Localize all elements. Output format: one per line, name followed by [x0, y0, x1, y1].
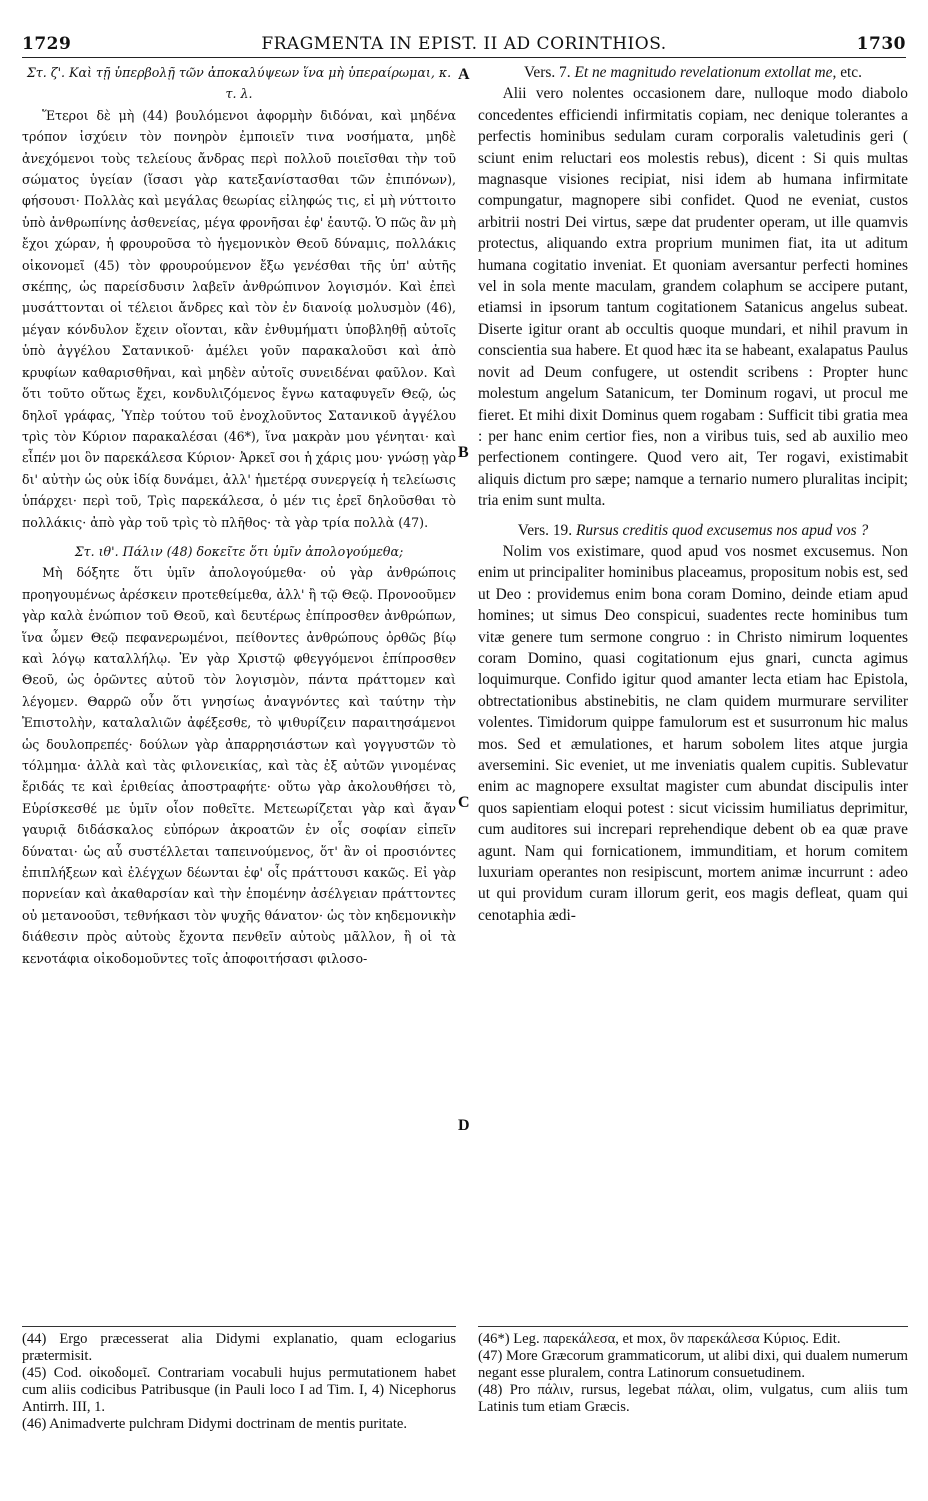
margin-marker-b: B [458, 444, 469, 461]
footnotes-left [22, 1331, 456, 1499]
latin-verse-text-1: Et ne magnitudo revelationum extollat me, [574, 64, 837, 81]
latin-paragraph-1: Alii vero nolentes occasionem dare, nulloque modo diabolo concedentes efficiendi infirmitatis copiam, nec denique tolerantes a perfectis hominibus sedulam curam corporalis valetudinis geri ( sciunt enim reluctari eos molestis rebus), dicent : Si quis multas magnasque visiones recipiat, nisi idem ab humana infirmitate compungatur, magnopere sibi confidet. Quod ne eveniat, custos arbitrii nostri Dei virtus, sæpe dat prudenter operam, ut ille quamvis protectus, aliquando extra proprium munimen fiat, ita ut aditum humana cogitatio inveniat. Et quoniam aversantur perfecti homines vel in sola mente maculam, grandem colaphum se accipere putant, etiamsi in ipsorum tantum cogitationem Satanicus angelus subeat. Diserte igitur orant ab occultis quoque mundari, et nihil pravum in conscientia sua habere. Et quod hæc ita se habeant, exalapatus Paulus novit ad Deum confugere, ut ostendit scribens : Propter hunc molestum angelum Satanicum, ter Dominum rogavi, ut procul me fieret. Et mihi dixit Dominus quem rogabam : Sufficit tibi gratia mea : per hanc enim certior fies, non a viribus tuis, sed ab auxilio meo perfectionem contingere. Quod vero ait, Ter rogavi, existimabit aliquis dictum pro sæpe; namque a ternario numero pluralitas incipit; tria enim sunt multa. [478, 85, 908, 510]
greek-column [22, 62, 456, 1324]
page-number-left: 1729 [22, 34, 72, 54]
footnotes-right [478, 1331, 908, 1499]
greek-verse-heading-1: Στ. ζ'. Καὶ τῇ ὑπερβολῇ τῶν ἀποκαλύψεων ἵνα μὴ ὑπεραίρωμαι, κ. τ. λ. [26, 65, 452, 102]
latin-verse-tag-2: Vers. 19. [517, 521, 573, 539]
latin-verse-heading-1 [478, 62, 908, 83]
page-header [22, 30, 906, 56]
latin-verse-text-2: Rursus creditis quod excusemus nos apud vos ? [575, 521, 869, 539]
latin-verse-tail-1: etc. [840, 64, 862, 81]
footnote-45: (45) Cod. οἰκοδομεῖ. Contrariam vocabuli hujus permutationem habet cum aliis codicibus Patribusque (in Pauli loco I ad Tim. I, 4) Nicephorus Antirrh. III, 1. [22, 1365, 456, 1415]
footnote-rule-right [478, 1326, 908, 1327]
page-number-right: 1730 [856, 34, 906, 54]
footnote-44: (44) Ergo præcesserat alia Didymi explanatio, quam eclogarius prætermisit. [22, 1331, 456, 1364]
greek-paragraph-2: Μὴ δόξητε ὅτι ὑμῖν ἀπολογούμεθα· οὐ γὰρ ἀνθρώποις προηγουμένως ἀρέσκειν προτεθείμεθα, ἀλλ' ἢ τῷ Θεῷ. Προνοοῦμεν γὰρ καλὰ ἐνώπιον τοῦ Θεοῦ, καὶ δευτέρως ἐπίπροσθεν ἀνθρώπων, ἵνα ὦμεν Θεῷ πεφανερωμένοι, πείθοντες ἀνθρώπους ὀρθῶς βίῳ καὶ λόγῳ καταλλήλῳ. Ἐν γὰρ Χριστῷ φθεγγόμενοι ἐπίπροσθεν Θεοῦ, ὡς ὁρῶντες αὐτοῦ τὸν λογισμὸν, πάντα πράττομεν καὶ λέγομεν. Θαρρῶ οὖν ὅτι γνησίως ἀναγνόντες καὶ ταύτην τὴν Ἐπιστολὴν, καταλαλιῶν ἀφέξεσθε, τὸ ψιθυρίζειν παραιτησάμενοι ὡς δουλοπρεπές· δούλων γὰρ ἀπαρρησιάστων καὶ γογγυστῶν τὸ τόλμημα· ἀλλὰ καὶ τὰς φιλονεικίας, καὶ τὰς ἐξ αὐτῶν γινομένας ἔριδάς τε καὶ ἐριθείας ἀποστραφήτε· οὕτω γὰρ ἀκολουθήσει τὸ, Εὑρίσκεσθέ με ὑμῖν οἷον ποθεῖτε. Μετεωρίζεται γὰρ καὶ ἄγαν γαυριᾷ διδάσκαλος εὐπόρων ἀκροατῶν ἐν οἷς σοφίαν εἰπεῖν δύναται· ὡς αὖ συστέλλεται ταπεινούμενος, ὅτ' ἂν οἱ προσιόντες ἐπιπλήξεων καὶ ἐλέγχων δέωνται ἐφ' οἷς πράττουσι κακῶς. Εἰ γὰρ πορνείαν καὶ ἀκαθαρσίαν καὶ τὴν ἑπομένην ἀσέλγειαν πράττοντες οὐ μετανοοῦσι, τεθνήκασι τὸν ψυχῆς θάνατον· ὡς τὸν κηδεμονικὴν διάθεσιν πρὸς αὐτοὺς ἔχοντα πενθεῖν αὐτοὺς μᾶλλον, ἢ οἱ τὰ κενοτάφια οἰκοδομοῦντες τοῖς ἀποφοιτήσασι φιλοσο- [22, 565, 456, 966]
latin-paragraph-2: Nolim vos existimare, quod apud vos nosmet excusemus. Non enim ut principaliter hominibus placeamus, propositum nobis est, sed ut Deo : providemus enim bona coram Domino, deinde etiam apud homines; ut simus Deo conspicui, suadentes recte hominibus tum vitæ genere tum sermone congruo : in Christo nimirum loquentes coram Domino, quasi cogitationum ejus gnari, cuncta agimus loquimurque. Confido igitur quod amanter lecta etiam hac Epistola, obtrectationibus abstinebitis, ne clam quidem murmurare serviliter volentes. Timidorum quippe famulorum est et susurronum hic malus mos. Sed et æmulationes, et harum sobolem lites atque jurgia aversemini. Sic eveniet, ut me inveniatis qualem cupitis. Sublevatur enim ac magnopere exsultat magister cum abundat discipulis inter quos sapientiam eloqui potest : sicut vicissim humiliatus deprimitur, cum auditores sui increpari reprehendique debent ob ea quæ prave agunt. Nam qui fornicationem, immunditiam, et horum comitem luxuriam operantes non resipiscunt, mortem animæ incurrunt : adeo ut qui providum curam illorum gerit, eos magis defleat, quam qui cenotaphia ædi- [478, 542, 908, 924]
footnote-46-star: (46*) Leg. παρεκάλεσα, et mox, ὃν παρεκάλεσα Κύριος. Edit. [478, 1331, 841, 1347]
footnote-48: (48) Pro πάλιν, rursus, legebat πάλαι, olim, vulgatus, cum aliis tum Latinis tum etiam Græcis. [478, 1382, 908, 1415]
running-title: FRAGMENTA IN EPIST. II AD CORINTHIOS. [261, 34, 667, 54]
margin-marker-d: D [458, 1117, 470, 1134]
latin-verse-tag-1: Vers. 7. [524, 64, 571, 81]
latin-column [478, 62, 908, 1324]
header-rule [22, 57, 906, 58]
greek-verse-heading-2: Στ. ιθ'. Πάλιν (48) δοκεῖτε ὅτι ὑμῖν ἀπολογούμεθα; [74, 543, 404, 559]
margin-marker-a: A [458, 66, 470, 83]
footnote-rule-left [22, 1326, 456, 1327]
greek-paragraph-1: Ἕτεροι δὲ μὴ (44) βουλόμενοι ἀφορμὴν διδόναι, καὶ μηδένα τρόπον ἰσχύειν τὸν πονηρὸν ἐμποιεῖν τινα νοσήματα, μηδὲ ἀνεχόμενοι τοὺς τελείους ἄνδρας περὶ πολλοῦ ποιεῖσθαι τὴν τοῦ σώματος ὑγείαν (ἴσασι γὰρ κατεξανίστασθαι τῶν ἐπιπόνων), φήσουσι· Πολλὰς καὶ μεγάλας θεωρίας εἰληφώς τις, εἰ μὴ νύττοιτο ὑπὸ ἀνθρωπίνης ἀσθενείας, μέγα φρονῆσαι ἐφ' ἑαυτῷ. Ὁ πῶς ἂν μὴ ἔχοι χώραν, ἡ φρουροῦσα τὸ ἡγεμονικὸν Θεοῦ δύναμις, πολλάκις οἰκονομεῖ (45) τὸν φρουρούμενον ἔξω γενέσθαι τῆς ὑπ' αὐτῆς σκέπης, ὡς παρείσδυσιν λαβεῖν ἀνθρώπινον λογισμόν. Καὶ ἐπεὶ μυσάττονται οἱ τέλειοι ἄνδρες καὶ τὸν ἐν διανοίᾳ μολυσμὸν (46), μέγαν κόνδυλον ἔχειν οἴονται, κἂν ἐνθυμήματι ὑποβληθῇ αὐτοῖς ὑπὸ ἀγγέλου Σατανικοῦ· ἀμέλει γοῦν παρακαλοῦσι καὶ ἀπὸ κρυφίων καθαρισθῆναι, καὶ μηδὲν αὐτοῖς συνειδέναι φαῦλον. Καὶ ὅτι τοῦτο οὕτως ἔχει, κονδυλιζόμενος ἔγνω καταφυγεῖν Θεῷ, ὡς δηλοῖ γράφας, Ὑπὲρ τούτου τοῦ ἐνοχλοῦντος Σατανικοῦ ἀγγέλου τρὶς τὸν Κύριον παρακαλέσαι (46*), ἵνα μακρὰν μου γένηται· καὶ εἶπέν μοι ὃν παρεκάλεσα Κύριον· Ἀρκεῖ σοι ἡ χάρις μου· γνώσῃ γὰρ δι' αὐτὴν ὡς οὐκ ἰδίᾳ δυνάμει, ἀλλ' ἡμετέρᾳ συνεργείᾳ ἡ τελείωσις ὑπάρχει· περὶ τοῦ, Τρὶς παρεκάλεσα, ὁ μέν τις ἐρεῖ δηλοῦσθαι τὸ πολλάκις· ἀπὸ γὰρ τοῦ τρὶς τὸ πλῆθος· τὰ γὰρ τρία πολλὰ (47). [22, 107, 456, 530]
footnote-46: (46) Animadverte pulchram Didymi doctrinam de mentis puritate. [22, 1416, 408, 1432]
footnote-47: (47) More Græcorum grammaticorum, ut alibi dixi, qui dualem numerum negant esse pluralem, contra Latinorum consuetudinem. [478, 1348, 908, 1381]
latin-verse-heading-2 [478, 520, 908, 541]
margin-marker-c: C [458, 794, 470, 811]
